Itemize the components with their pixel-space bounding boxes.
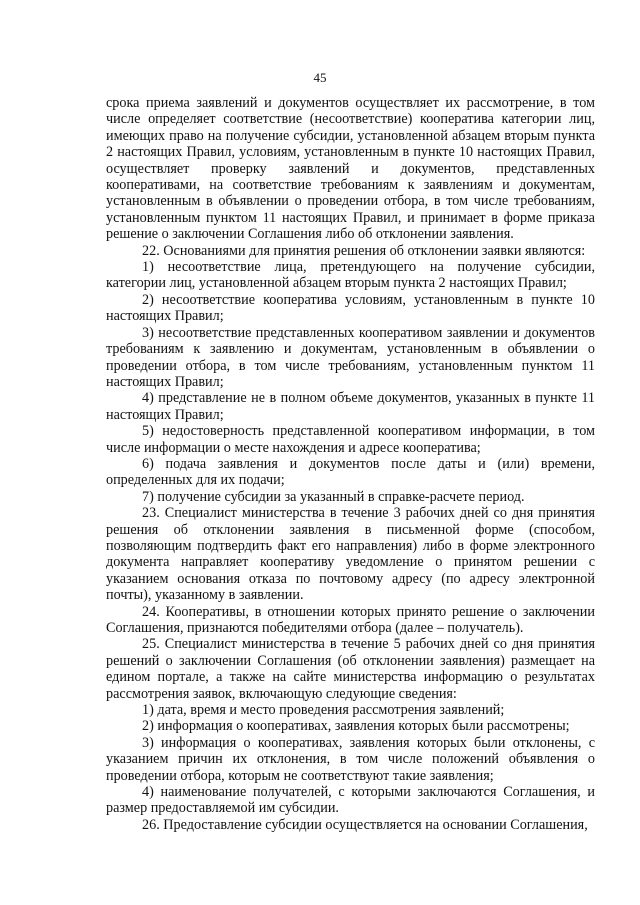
paragraph: 2) несоответствие кооператива условиям, установленным в пункте 10 настоящих Правил; bbox=[106, 291, 595, 325]
paragraph: 22. Основаниями для принятия решения об отклонении заявки являются: bbox=[142, 242, 586, 259]
paragraph: 2) информация о кооперативах, заявления которых были рассмотрены; bbox=[142, 718, 570, 735]
paragraph: 4) представление не в полном объеме документов, указанных в пункте 11 настоящих Правил; bbox=[106, 390, 595, 423]
paragraph: 25. Специалист министерства в течение 5 рабочих дней со дня принятия решений о заключении Соглашения (об отклонении заявления) размещает на едином портале, а также на сайте министерства информацию о результатах рассмотрения заявок, включающую следующие сведения: bbox=[106, 636, 595, 702]
paragraph: 4) наименование получателей, с которыми заключаются Соглашения, и размер предоставляемой им субсидии. bbox=[106, 784, 595, 817]
paragraph: 3) несоответствие представленных кооперативом заявлении и документов требованиям к заявлению и документам, установленным в объявлении о проведении отбора, в том числе требованиям, установленным пунктом 11 настоящих Правил; bbox=[106, 324, 595, 390]
paragraph: 3) информация о кооперативах, заявления которых были отклонены, с указанием причин их отклонения, в том числе положений объявления о проведении отбора, которым не соответствуют такие заявления; bbox=[106, 734, 595, 784]
paragraph: 6) подача заявления и документов после даты и (или) времени, определенных для их подачи; bbox=[106, 455, 595, 489]
paragraph: 5) недостоверность представленной кооперативом информации, в том числе информации о месте нахождения и адресе кооператива; bbox=[106, 423, 595, 456]
paragraph: 24. Кооперативы, в отношении которых принято решение о заключении Соглашения, признаются победителями отбора (далее – получатель). bbox=[106, 603, 595, 636]
paragraph: 7) получение субсидии за указанный в справке-расчете период. bbox=[142, 488, 525, 505]
document-body bbox=[106, 95, 595, 833]
paragraph: 26. Предоставление субсидии осуществляется на основании Соглашения, bbox=[142, 816, 588, 833]
paragraph: 1) несоответствие лица, претендующего на получение субсидии, категории лиц, установленной абзацем вторым пункта 2 настоящих Правил; bbox=[106, 259, 595, 292]
paragraph: 1) дата, время и место проведения рассмотрения заявлений; bbox=[142, 702, 505, 719]
paragraph: срока приема заявлений и документов осуществляет их рассмотрение, в том числе определяет соответствие (несоответствие) кооператива категории лиц, имеющих право на получение субсидии, установленной абзацем вторым пункта 2 настоящих Правил, условиям, установленным в пункте 10 настоящих Правил, осуществляет проверку заявлений и документов, представленных кооперативами, на соответствие требованиям к заявлениям и документам, установленным в объявлении о проведении отбора, в том числе требованиям, установленным пунктом 11 настоящих Правил, и принимает в форме приказа решение о заключении Соглашения либо об отклонении заявления. bbox=[106, 95, 595, 243]
page-number: 45 bbox=[313, 70, 327, 85]
paragraph: 23. Специалист министерства в течение 3 рабочих дней со дня принятия решения об отклонении заявления в письменной форме (способом, позволяющим подтвердить факт его направления) либо в форме электронного документа направляет кооперативу уведомление о принятом решении с указанием основания отказа по почтовому адресу (по адресу электронной почты), указанному в заявлении. bbox=[106, 505, 595, 604]
